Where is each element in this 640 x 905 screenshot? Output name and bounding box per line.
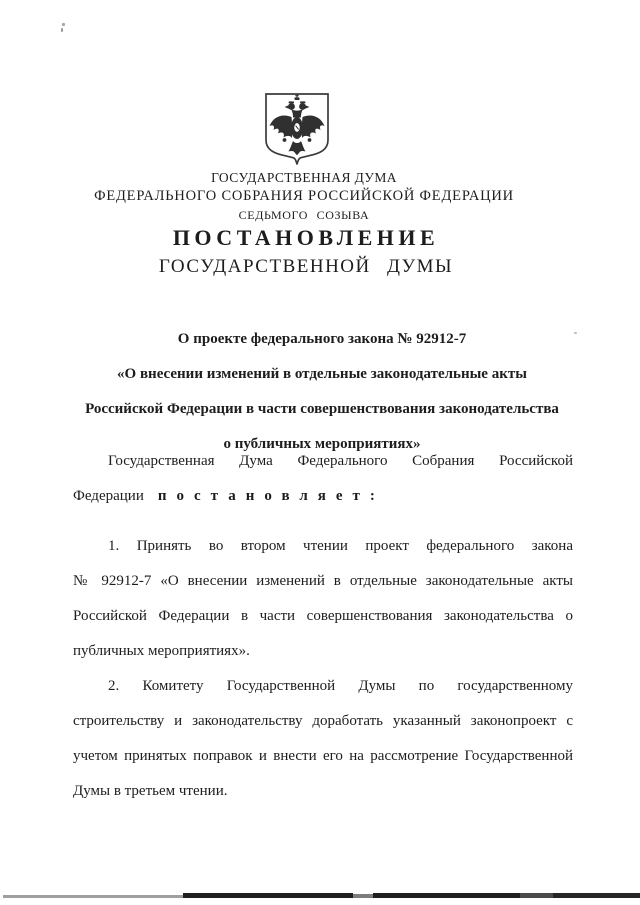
text-line: Думы в третьем чтении. [73, 783, 228, 799]
scan-artifact-segment [353, 894, 373, 898]
preamble-paragraph [73, 444, 573, 514]
text-line: Государственная Дума Федерального Собрания Российской [108, 453, 573, 469]
double-headed-eagle-shield-icon [262, 91, 332, 171]
item-2-paragraph [73, 669, 573, 809]
text-line: Российской Федерации в части совершенствования законодательства [85, 401, 559, 417]
preamble-verb: постановляет: [157, 488, 385, 504]
scan-artifact-segment [183, 893, 353, 898]
document-type-subtitle: ГОСУДАРСТВЕННОЙ ДУМЫ [158, 256, 454, 277]
text-line: 1. Принять во втором чтении проект федерального закона [108, 538, 573, 554]
text-line: № 92912-7 «О внесении изменений в отдельные законодательные акты [73, 573, 573, 589]
resolution-subject [2, 330, 640, 455]
document-header [0, 170, 624, 223]
text-line: «О внесении изменений в отдельные законодательные акты [117, 366, 527, 382]
org-name-line1: ГОСУДАРСТВЕННАЯ ДУМА [211, 170, 397, 185]
preamble-word: Федерации [73, 488, 144, 504]
org-name-line3: СЕДЬМОГО СОЗЫВА [238, 208, 370, 222]
text-line: публичных мероприятиях». [73, 643, 250, 659]
document-type-title: ПОСТАНОВЛЕНИЕ [172, 225, 440, 250]
scan-speck [61, 28, 63, 32]
item-1-paragraph [73, 529, 573, 669]
text-line: строительству и законодательству доработать указанный законопроект с [73, 713, 573, 729]
scan-artifact-segment [3, 895, 183, 898]
document-type-block [0, 225, 626, 278]
scan-artifact-segment [520, 893, 553, 898]
scan-artifact-segment [553, 893, 640, 898]
text-line: учетом принятых поправок и внести его на рассмотрение Государственной [73, 748, 573, 764]
text-line: о публичных мероприятиях» [223, 436, 421, 452]
org-name-line2: ФЕДЕРАЛЬНОГО СОБРАНИЯ РОССИЙСКОЙ ФЕДЕРАЦИИ [94, 188, 514, 204]
scan-speck [62, 23, 65, 26]
scan-artifact-segment [373, 893, 520, 898]
text-line: О проекте федерального закона № 92912-7 [177, 331, 467, 347]
text-line: Российской Федерации в части совершенствования законодательства о [73, 608, 573, 624]
resolution-items [73, 529, 573, 809]
scan-artifact-bar [0, 893, 640, 899]
text-line: 2. Комитету Государственной Думы по государственному [108, 678, 573, 694]
text-line [73, 479, 573, 514]
